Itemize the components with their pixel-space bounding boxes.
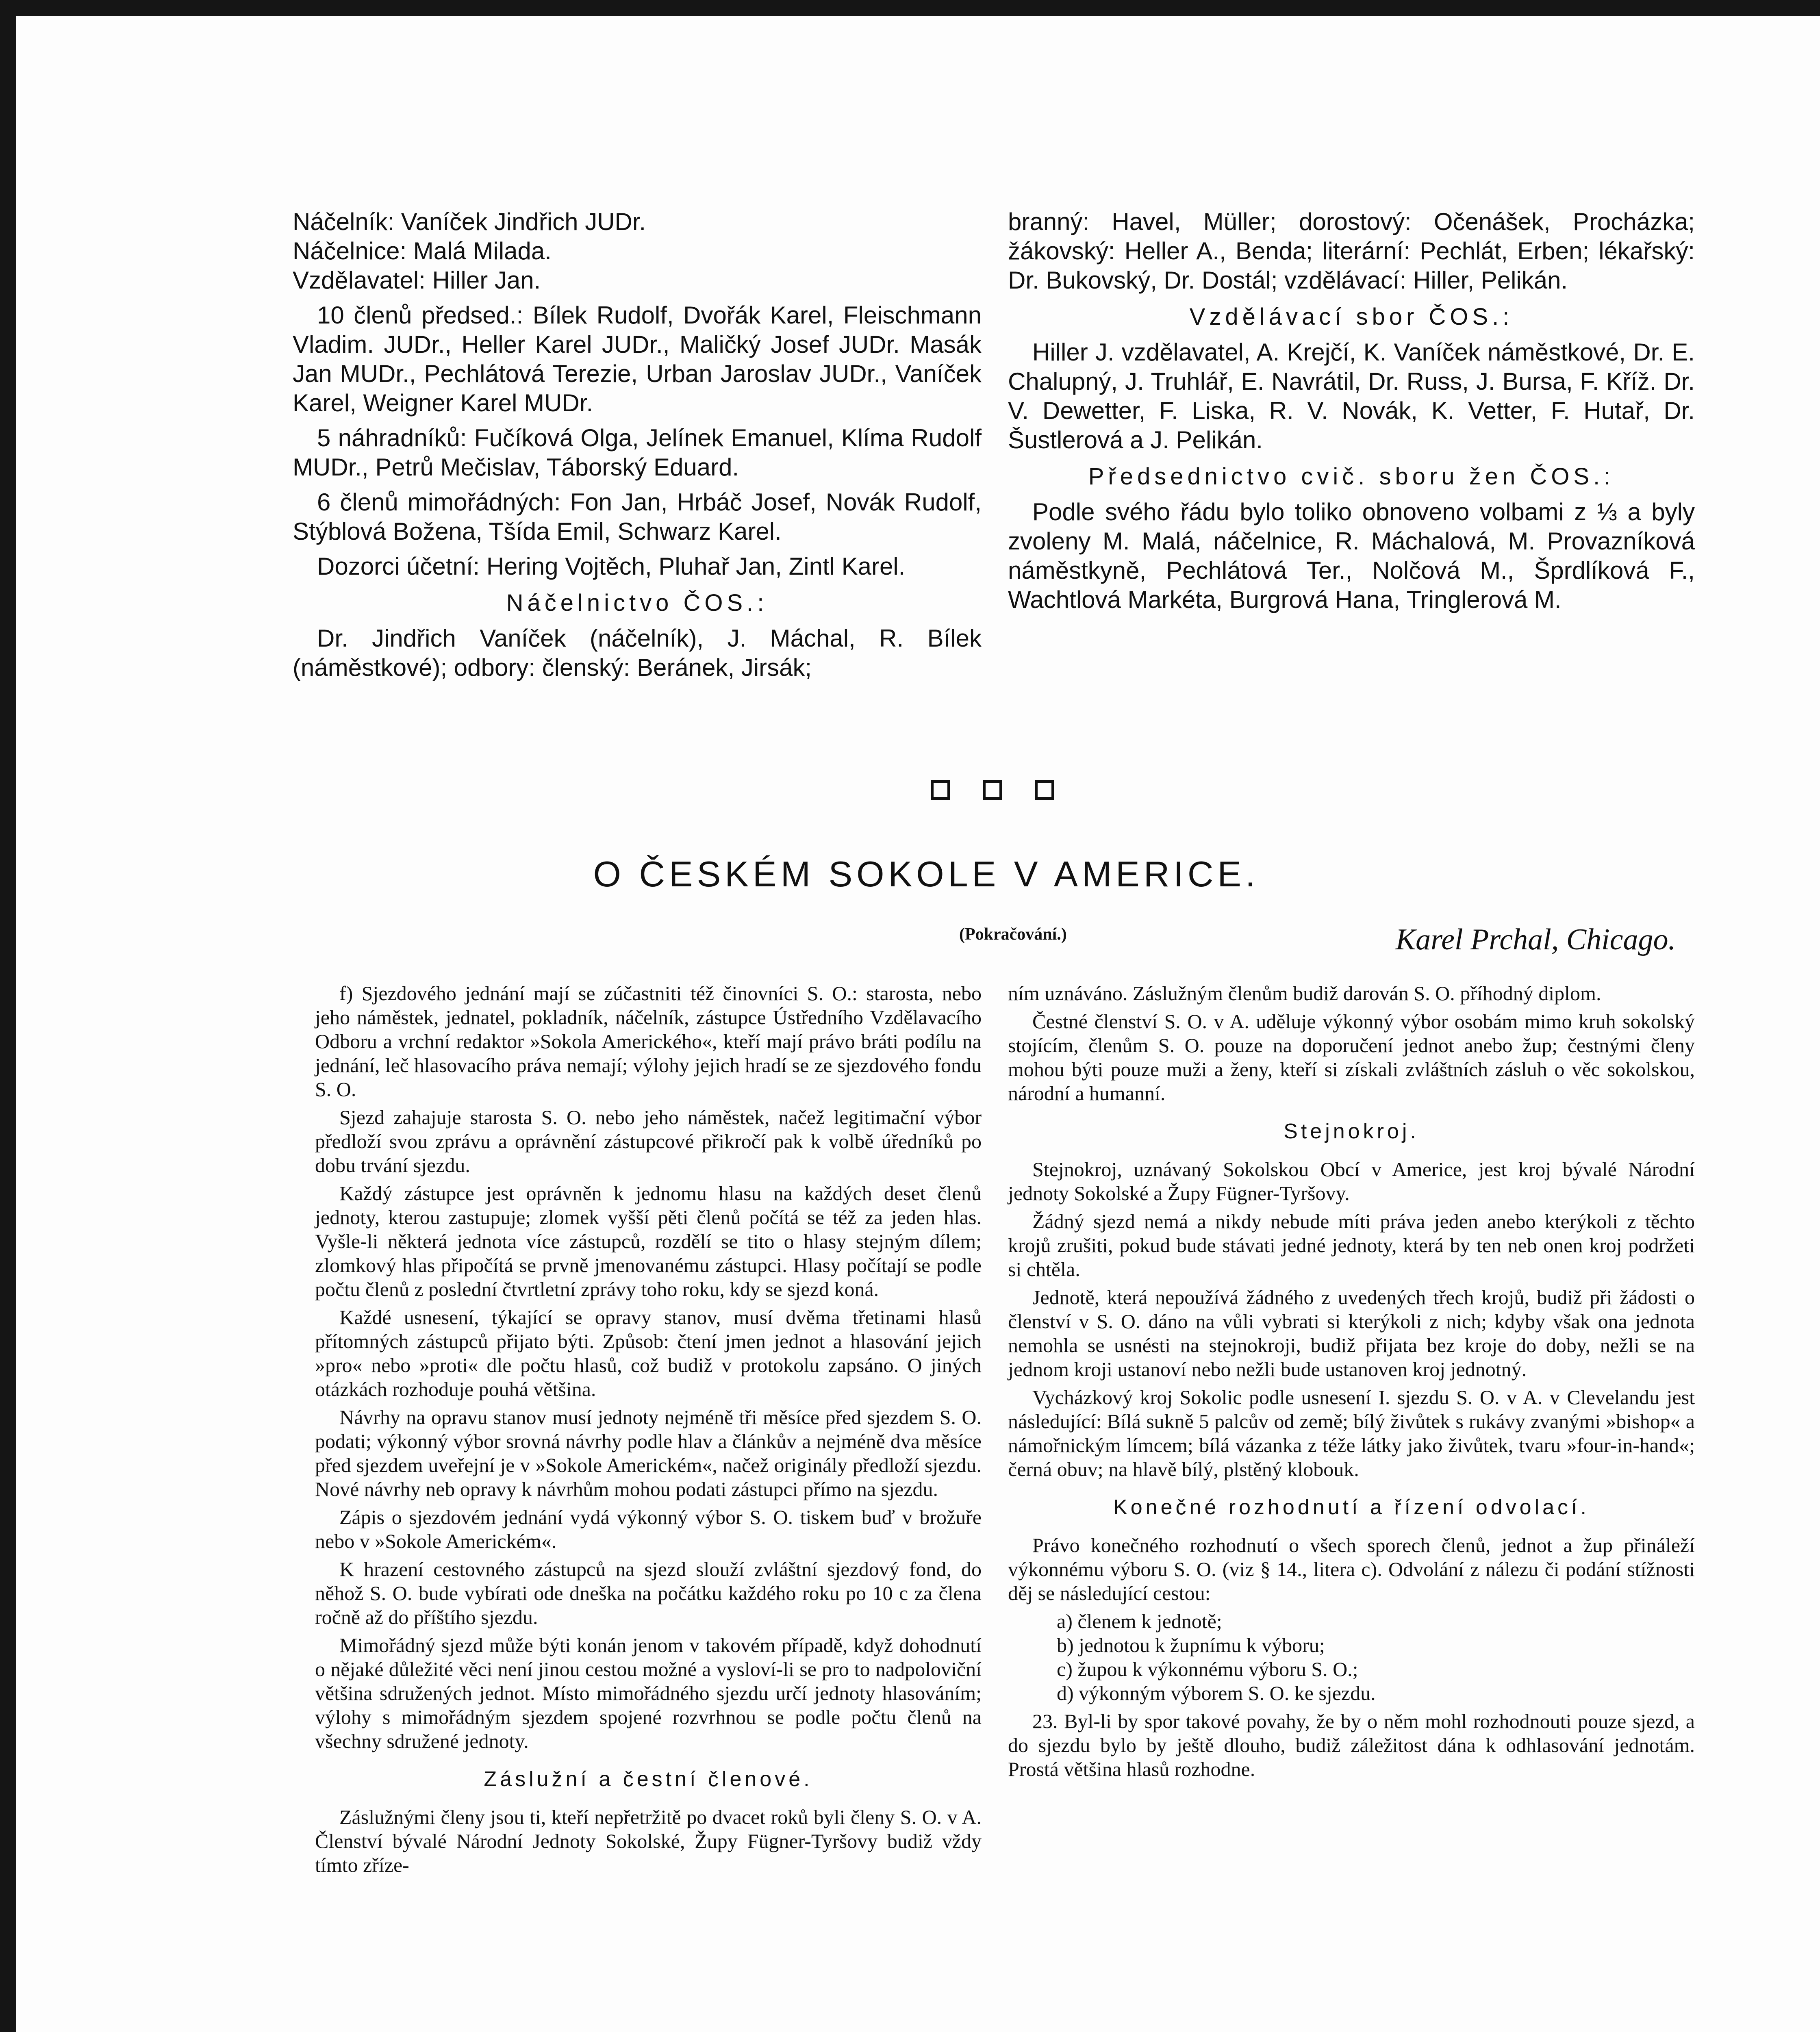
paragraph: Záslužnými členy jsou ti, kteří nepřetržitě po dvacet roků byli členy S. O. v A. Členství bývalé Národní Jednoty Sokolské, Župy Fügner-Tyršovy budiž vždy tímto zříze-: [315, 1806, 982, 1876]
paragraph: Vycházkový kroj Sokolic podle usnesení I. sjezdu S. O. v A. v Clevelandu jest následující: Bílá sukně 5 palcův od země; bílý živůtek s rukávy zvanými »bishop« a námořnickým límcem; bílá vázanka z téže látky jako živůtek, tvaru »four-in-hand«; černá obuv; na hlavě bílý, plstěný klobouk.: [1008, 1386, 1695, 1481]
paragraph: Každé usnesení, týkající se opravy stanov, musí dvěma třetinami hlasů přítomných zástupců přijato býti. Způsob: čtení jmen jednot a hlasování jejich »pro« nebo »proti« dle počtu hlasů, což budiž v protokolu zapsáno. O jiných otázkách rozhoduje pouhá většina.: [315, 1306, 982, 1400]
paragraph: Jednotě, která nepoužívá žádného z uvedených třech krojů, budiž při žádosti o členství v S. O. dáno na vůli vybrati si kterýkoli z nich; kdyby však ona jednota nemohla se usnésti na stejnokroji, budiž přijata bez kroje do doby, nežli se na jednom kroji ustanoví nebo nežli bude ustanoven kroj jednotný.: [1008, 1286, 1695, 1381]
paragraph: Dozorci účetní: Hering Vojtěch, Pluhař Jan, Zintl Karel.: [317, 553, 906, 580]
paragraph: ním uznáváno. Záslužným členům budiž darován S. O. příhodný diplom.: [1008, 982, 1601, 1005]
square-ornament-icon: [983, 780, 1002, 800]
section-heading: Stejnokroj.: [1284, 1120, 1419, 1143]
section-divider: [931, 780, 1054, 800]
list-item: b) jednotou k župnímu k výboru;: [1057, 1634, 1325, 1656]
paragraph: Právo konečného rozhodnutí o všech sporech členů, jednot a žup přináleží výkonnému výboru S. O. (viz § 14., litera c). Odvolání z nálezu či podání stížnosti děj se následující cestou:: [1008, 1534, 1695, 1604]
paragraph: 6 členů mimořádných: Fon Jan, Hrbáč Josef, Novák Rudolf, Stýblová Božena, Tšída Emil, Schwarz Karel.: [293, 488, 982, 545]
paragraph: 10 členů předsed.: Bílek Rudolf, Dvořák Karel, Fleischmann Vladim. JUDr., Heller Karel JUDr., Maličký Josef JUDr. Masák Jan MUDr., Pechlátová Terezie, Urban Jaroslav JUDr., Vaníček Karel, Weigner Karel MUDr.: [293, 302, 982, 417]
paragraph: Sjezd zahajuje starosta S. O. nebo jeho náměstek, načež legitimační výbor předloží svou zprávu a oprávnění zástupcové přikročí pak k volbě úředníků po dobu trvání sjezdu.: [315, 1106, 982, 1177]
top-left-column: [293, 207, 982, 688]
paragraph: K hrazení cestovného zástupců na sjezd slouží zvláštní sjezdový fond, do něhož S. O. bude vybírati ode dneška na počátku každého roku po 10 c za člena ročně až do příštího sjezdu.: [315, 1558, 982, 1628]
paragraph: Návrhy na opravu stanov musí jednoty nejméně tři měsíce před sjezdem S. O. podati; výkonný výbor srovná návrhy podle hlav a článkův a nejméně dva měsíce před sjezdem uveřejní je v »Sokole Americkém«, načež originály předloží sjezdu. Nové návrhy neb opravy k návrhům mohou podati zástupci přímo na sjezdu.: [315, 1406, 982, 1500]
article-title: O ČESKÉM SOKOLE V AMERICE.: [593, 854, 1260, 894]
square-ornament-icon: [1035, 780, 1054, 800]
paragraph: Podle svého řádu bylo toliko obnoveno volbami z ⅓ a byly zvoleny M. Malá, náčelnice, R. Máchalová, M. Provazníková náměstkyně, Pechlátová Ter., Nolčová M., Šprdlíková F., Wachtlová Markéta, Burgrová Hana, Tringlerová M.: [1008, 498, 1695, 613]
paragraph: Každý zástupce jest oprávněn k jednomu hlasu na každých deset členů jednoty, kterou zastupuje; zlomek vyšší pěti členů počítá se též za jeden hlas. Vyšle-li některá jednota více zástupců, rozdělí se tito o hlasy stejným dílem; zlomkový hlas připočítá se prvně jmenovanému zástupci. Hlasy počítají se podle počtu členů z poslední čtvrtletní zprávy toho roku, kdy se sjezd koná.: [315, 1182, 982, 1300]
list-item: d) výkonným výborem S. O. ke sjezdu.: [1057, 1682, 1376, 1704]
paragraph: 5 náhradníků: Fučíková Olga, Jelínek Emanuel, Klíma Rudolf MUDr., Petrů Mečislav, Táborský Eduard.: [293, 424, 982, 481]
paragraph: Hiller J. vzdělavatel, A. Krejčí, K. Vaníček náměstkové, Dr. E. Chalupný, J. Truhlář, E. Navrátil, Dr. Russ, J. Bursa, F. Kříž. Dr. V. Dewetter, F. Liska, R. V. Novák, K. Vetter, F. Hutař, Dr. Šustlerová a J. Pelikán.: [1008, 339, 1695, 454]
paragraph: Zápis o sjezdovém jednání vydá výkonný výbor S. O. tiskem buď v brožuře nebo v »Sokole Americkém«.: [315, 1506, 982, 1552]
bottom-right-column: [1008, 981, 1695, 1785]
section-heading: Záslužní a čestní členové.: [484, 1767, 813, 1791]
text-line: Vzdělavatel: Hiller Jan.: [293, 267, 541, 294]
bottom-left-column: [315, 981, 982, 1881]
square-ornament-icon: [931, 780, 950, 800]
paragraph: f) Sjezdového jednání mají se zúčastniti též činovníci S. O.: starosta, nebo jeho náměstek, jednatel, pokladník, náčelník, zástupce Ústředního Vzdělavacího Odboru a vrchní redaktor »Sokola Amerického«, kteří mají právo bráti podílu na jednání, leč hlasovacího práva nemají; výlohy jejich hradí se ze sjezdového fondu S. O.: [315, 982, 982, 1101]
paragraph: Čestné členství S. O. v A. uděluje výkonný výbor osobám mimo kruh sokolský stojícím, členům S. O. pouze na doporučení jednot anebo žup; čestnými členy mohou býti pouze muži a ženy, kteří si získali zvláštních zásluh o věc sokolskou, národní a humanní.: [1008, 1010, 1695, 1105]
appeal-list: [1008, 1609, 1695, 1705]
top-right-column: [1008, 207, 1695, 620]
paragraph: Mimořádný sjezd může býti konán jenom v takovém případě, když dohodnutí o nějaké důležité věci není jinou cestou možné a vysloví-li se pro to nadpoloviční většina sdružených jednot. Místo mimořádného sjezdu určí jednoty hlasováním; výlohy s mimořádným sjezdem spojené rozvrhnou se podle počtu členů na všechny sdružené jednoty.: [315, 1634, 982, 1752]
section-heading: Předsednictvo cvič. sboru žen ČOS.:: [1088, 463, 1615, 490]
text-line: Náčelnice: Malá Milada.: [293, 237, 552, 265]
paragraph: Dr. Jindřich Vaníček (náčelník), J. Máchal, R. Bílek (náměstkové); odbory: členský: Beránek, Jirsák;: [293, 625, 982, 681]
paragraph: 23. Byl-li by spor takové povahy, že by o něm mohl rozhodnouti pouze sjezd, a do sjezdu bylo by ještě dlouho, budiž záležitost dána k odhlasování jednotám. Prostá většina hlasů rozhodne.: [1008, 1710, 1695, 1780]
paragraph: branný: Havel, Müller; dorostový: Očenášek, Procházka; žákovský: Heller A., Benda; literární: Pechlát, Erben; lékařský: Dr. Bukovský, Dr. Dostál; vzdělávací: Hiller, Pelikán.: [1008, 208, 1695, 294]
section-heading: Náčelnictvo ČOS.:: [506, 590, 768, 616]
article-author: Karel Prchal, Chicago.: [1395, 923, 1676, 956]
section-heading: Vzdělávací sbor ČOS.:: [1189, 304, 1514, 330]
section-heading: Konečné rozhodnutí a řízení odvolací.: [1113, 1496, 1590, 1519]
list-item: a) členem k jednotě;: [1057, 1610, 1222, 1633]
list-item: c) župou k výkonnému výboru S. O.;: [1057, 1658, 1358, 1680]
paragraph: Žádný sjezd nemá a nikdy nebude míti práva jeden anebo kterýkoli z těchto krojů zrušiti, pokud bude stávati jedné jednoty, která by ten neb onen kroj podržeti si chtěla.: [1008, 1210, 1695, 1281]
text-line: Náčelník: Vaníček Jindřich JUDr.: [293, 208, 646, 235]
continued-note: (Pokračování.): [959, 925, 1067, 944]
paragraph: Stejnokroj, uznávaný Sokolskou Obcí v Americe, jest kroj bývalé Národní jednoty Sokolské a Župy Fügner-Tyršovy.: [1008, 1158, 1695, 1205]
